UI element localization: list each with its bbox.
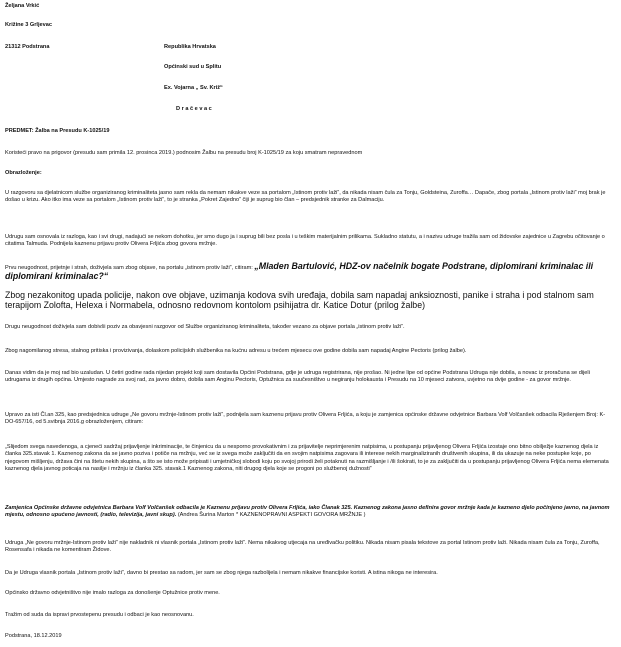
- paragraph-10: [5, 505, 613, 520]
- paragraph-6: Zbog nagomilanog stresa, stalnog pritiska i provizivanja, dolaskom policijskih službenika na kućnu adresu u trećem mjesecu ove godine dobila sam napadaj Angine Pectoris (prilog žalbe).: [5, 348, 467, 354]
- paragraph-8: Upravo za isti Čl.an 325, kao predsjednica udruge „Ne govoru mržnje-Istinom protiv laži“, podnijela sam kaznenu prijavu protiv Olivera Frljića, a koju je zamjenica općinske državne odvjetnice Barbara Volf Volčanšek odbacila Rješenjem Broj: K-DO-657/16, od 5.svibnja 2016.g obrazloženjem, citiram:: [5, 412, 606, 426]
- paragraph-12: Da je Udruga vlasnik portala „Istinom protiv laži“, davno bi prestao sa radom, jer sam se zbog njega razbolijela i nemam nikakve financijske koristi. A istina nikoga ne interesira.: [5, 570, 438, 576]
- paragraph-2: Udrugu sam osnovala iz razloga, kao i svi drugi, nadajući se nekom dohotku, jer smo dugo ja i suprug bili bez posla i u teškim materijalnim prilikama. Sukladno statutu, a i nazivu udruge tražila sam od židovske zajednice u Zagrebu očitovanje o citatima Talmuda. Podnijela kaznenu prijavu protiv Olivera Frljića zbog govora mržnje.: [5, 234, 605, 248]
- footer-place-date: Podstrana, 18.12.2019: [5, 633, 62, 639]
- sender-name: Željana Vrkić: [5, 3, 40, 9]
- paragraph-3-quote: „Mladen Bartulović, HDZ-ov načelnik bogate Podstrane, diplomirani kriminalac ili diplomirani kriminalac?“: [5, 261, 594, 282]
- paragraph-14: Tražim od suda da ispravi prvostepenu presudu i odbaci je kao neosnovanu.: [5, 612, 194, 618]
- paragraph-5: Drugu neugodnost doživjela sam dobivši poziv za obavjesni razgovor od Službe organiziranog kriminaliteta, također vezano za objave portala „istinom protiv laži“.: [5, 324, 405, 330]
- paragraph-13: Općinsko državno odvjetništvo nije imalo razloga za donošenje Optužnice protiv mene.: [5, 590, 220, 596]
- paragraph-9-quote: „Slijedom svega navedenoga, a cjeneći sadržaj prijavljenje inkriminacije, te činjenicu da u nesporno provokativnim i za prijavitelje neprimjerenim natpisima, u postupanju prijavljenog Olivera Frljića izostaje ono bitno obilježje kaznenog djela iz članka 325.stavak 1. Kaznenog zakona da se javno poziva i potiče na mržnju, već se iz svega može zaključiti da en svojim natpisima zagovara ili interese nekih marginaliziranih društvenih skupina, ili da ukazuje na neke postupke koje, po njegovom mišljenju, država čini na štetu nekih skupina, a što se isto može pripisati i umjetničkoj slobodi koju po svojoj prirodi želi potaknuti na razmišljanje i /ili šokirati, to je za zaključiti da u postupanju prijavljenog Olivera Frljića nema elemenata kaznenog djela javnog poticaja na nasilje i mržnju iz članka 325. stavak.1 Kaznenog zakona, niti drugog djela koje se progoni po službenoj dužnosti“: [5, 444, 609, 473]
- paragraph-3: [5, 262, 613, 283]
- paragraph-10-citation: (Andrea Šurina Marton * KAZNENOPRAVNI ASPEKTI GOVORA MRŽNJE ): [176, 512, 366, 519]
- paragraph-1: U razgovoru sa djelatnicom službe organiziranog kriminaliteta jasno sam rekla da nemam nikakve veze sa portalom „Istinom protiv laži“, da nikada nisam čula za Tonju, Goldsteina, Zuroffa… Dapače, zbog portala „Istinom protiv laži“ moj brak je došao u krizu. Ako itko ima veze sa portalom „Istinom protiv laži“, to je stranka „Pokret Zajedno“ čiji je suprug bio član – predsjednik stranke za Dalmaciju.: [5, 190, 606, 204]
- paragraph-11: Udruga „Ne govoru mržnje-Istinom protiv laži“ nije nakladnik ni vlasnik portala „Istinom protiv laži“. Nema nikakvog utjecaja na uređivačku politiku. Nikada nisam pisala tekstove za portal Istinom protiv laži. Nikada nisam čula za Tonju, Zuroffa, Rosensafa i nikada ne komentiram Židove.: [5, 540, 600, 554]
- reasoning-heading: Obrazloženje:: [5, 170, 42, 176]
- recipient-address: Ex. Vojarna „ Sv. Križ“: [164, 85, 223, 91]
- paragraph-7: Danas vidim da je moj rad bio uzaludan. U četiri godine rada nijedan projekt koji sam dostavila Općini Podstrana, gdje je udruga registrirana, nije prošao. Ni jedne lipe od općine Podstrana Udruga nije dobila, a novac iz proračuna se dijeli udrugama iz drugih općina. Umjesto nagrade za svoj rad, za javno dobro, dobila sam Anginu Pectoris, Optužnica za suučesništvo u negiranju holokausta i Presudu na 10 mjeseci zatvora, uvjetno na dvije godine - za govor mržnje.: [5, 370, 590, 384]
- recipient-place: D r a č e v a c: [176, 106, 212, 112]
- paragraph-3-text: Prvu neugodnost, prijetnje i strah, doživjela sam zbog objave, na portalu „istinom protiv laži“, citiram:: [5, 265, 255, 271]
- recipient-country: Republika Hrvatska: [164, 44, 216, 50]
- intro-paragraph: Koristeći pravo na prigovor (presudu sam primila 12. prosinca 2019.) podnosim Žalbu na presudu broj K-1025/19 za koju smatram nepravednom: [5, 150, 363, 156]
- recipient-court: Općinski sud u Splitu: [164, 64, 222, 70]
- sender-city: 21312 Podstrana: [5, 44, 50, 50]
- sender-street: Križine 3 Grljevac: [5, 22, 52, 28]
- subject-line: PREDMET: Žalba na Presudu K-1025/19: [5, 128, 110, 134]
- paragraph-4: Zbog nezakonitog upada policije, nakon ove objave, uzimanja kodova svih uređaja, dobila sam napadaj anksioznosti, panike i straha i pod stalnom sam terapijom Zolofta, Helexa i Normabela, odnosno redovnom kontolom psihijatra dr. Katice Dotur (prilog žalbe): [5, 290, 594, 311]
- paragraph-10-emphasis: Zamjenica Općinske državne odvjetnica Barbara Volf Volčanšek odbacila je Kaznenu prijavu protiv Olivera Frljića, iako Članak 325. Kaznenog zakona jasno definira govor mržnje kada je kazneno djelo počinjeno javno, na javnom mjestu, odnosno upućeno javnosti, (radio, televizija, javni skup).: [5, 505, 610, 519]
